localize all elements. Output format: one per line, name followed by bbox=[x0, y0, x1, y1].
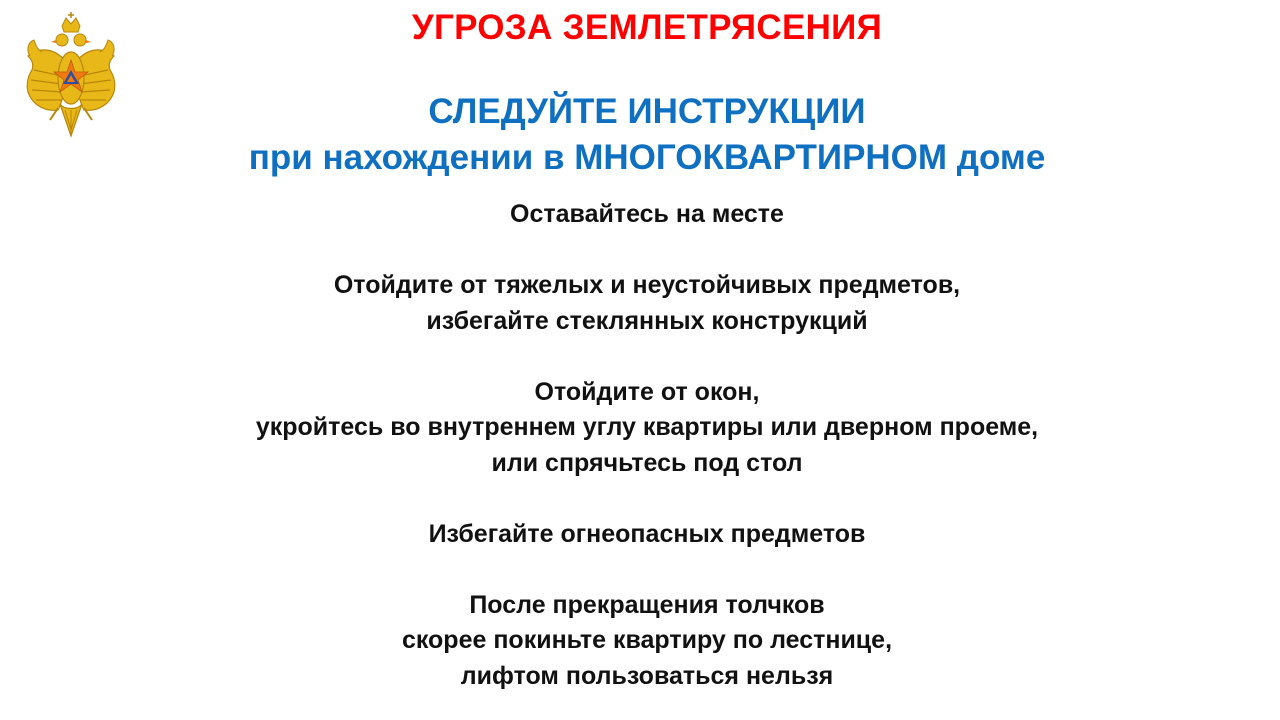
instruction-line: или спрячьтесь под стол bbox=[491, 448, 803, 477]
instruction-block bbox=[0, 588, 1280, 695]
instruction-block bbox=[0, 517, 1280, 553]
instruction-line: лифтом пользоваться нельзя bbox=[460, 661, 834, 690]
instructions-heading: СЛЕДУЙТЕ ИНСТРУКЦИИ bbox=[428, 92, 866, 131]
instruction-line: Оставайтесь на месте bbox=[510, 200, 784, 228]
instruction-line: После прекращения толчков bbox=[469, 590, 825, 619]
instruction-line: избегайте стеклянных конструкций bbox=[426, 306, 868, 335]
instruction-block bbox=[0, 197, 1280, 233]
instructions-list bbox=[0, 197, 1280, 720]
page-title: УГРОЗА ЗЕМЛЕТРЯСЕНИЯ bbox=[411, 8, 883, 47]
instructions-context: при нахождении в МНОГОКВАРТИРНОМ доме bbox=[248, 138, 1046, 177]
instruction-block bbox=[0, 268, 1280, 339]
instruction-line: Отойдите от тяжелых и неустойчивых предметов, bbox=[333, 271, 961, 299]
instruction-line: Отойдите от окон, bbox=[534, 377, 760, 406]
instruction-block bbox=[0, 375, 1280, 482]
instruction-line: укройтесь во внутреннем углу квартиры или дверном проеме, bbox=[255, 413, 1039, 441]
instruction-line: Избегайте огнеопасных предметов bbox=[428, 519, 866, 548]
instruction-line: скорее покиньте квартиру по лестнице, bbox=[401, 626, 893, 654]
